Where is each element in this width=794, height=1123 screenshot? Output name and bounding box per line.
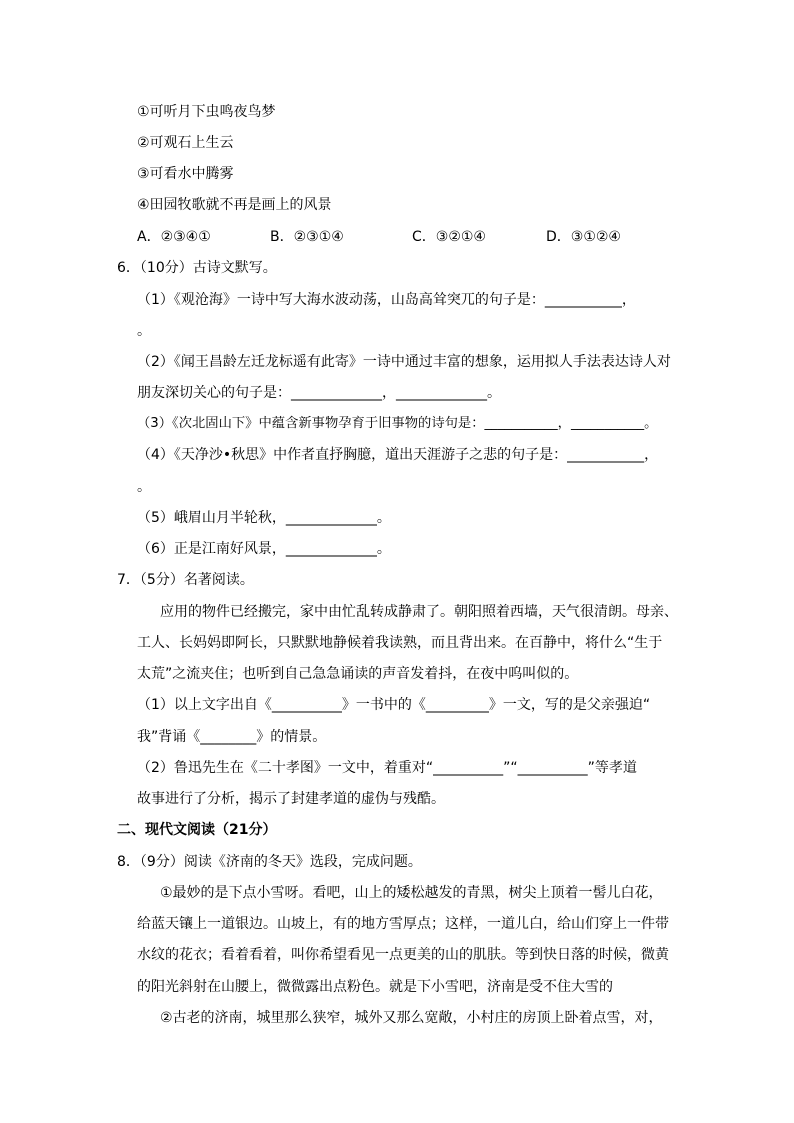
q6-line-3: （3）《次北固山下》中蕴含新事物孕育于旧事物的诗句是：___________，___________。 bbox=[137, 416, 658, 431]
q7-sub2-a: （2）鲁迅先生在《二十孝图》一文中，着重对“__________”“__________”等孝道 bbox=[137, 760, 637, 776]
q8-para2-line1: ②古老的济南，城里那么狭窄，城外又那么宽敞，小村庄的房顶上卧着点雪，对， bbox=[160, 1010, 663, 1026]
q6-line-4: （4）《天净沙•秋思》中作者直抒胸臆，道出天涯游子之悲的句子是：___________， bbox=[137, 447, 659, 463]
q6-line-5: （5）峨眉山月半轮秋，_____________。 bbox=[137, 510, 391, 526]
q8-para1-line1: ①最妙的是下点小雪呀。看吧，山上的矮松越发的青黑，树尖上顶着一髻儿白花， bbox=[160, 885, 663, 901]
q6-line-1: （1）《观沧海》一诗中写大海水波动荡，山岛高耸突兀的句子是：___________， bbox=[137, 292, 636, 308]
choice-item-3: ③可看水中腾雾 bbox=[137, 166, 234, 182]
q7-sub2-b: 故事进行了分析，揭示了封建孝道的虚伪与残酷。 bbox=[137, 791, 445, 807]
choice-item-1: ①可听月下虫鸣夜鸟梦 bbox=[137, 104, 276, 120]
option-b: B．②③①④ bbox=[270, 229, 344, 245]
option-a: A．②③④① bbox=[137, 229, 211, 245]
q6-line-4b: 。 bbox=[137, 479, 151, 495]
q8-para1-line2: 给蓝天镶上一道银边。山坡上，有的地方雪厚点；这样，一道儿白，给山们穿上一件带 bbox=[137, 916, 669, 932]
option-d: D．③①②④ bbox=[546, 229, 621, 245]
choice-item-2: ②可观石上生云 bbox=[137, 135, 234, 151]
q6-line-6: （6）正是江南好风景，_____________。 bbox=[137, 541, 391, 557]
q6-line-2: （2）《闻王昌龄左迁龙标遥有此寄》一诗中通过丰富的想象，运用拟人手法表达诗人对 bbox=[137, 354, 671, 370]
q6-line-2b: 朋友深切关心的句子是：_____________，_____________。 bbox=[137, 385, 501, 401]
q7-passage-3: 太荒”之流夹住；也听到自己急急诵读的声音发着抖，在夜中呜叫似的。 bbox=[137, 666, 579, 682]
q7-passage-2: 工人、长妈妈即阿长，只默默地静候着我读熟，而且背出来。在百静中，将什么“生于 bbox=[137, 635, 663, 651]
q7-sub1-b: 我”背诵《________》的情景。 bbox=[137, 729, 327, 745]
q8-para1-line3: 水纹的花衣；看着看着，叫你希望看见一点更美的山的肌肤。等到快日落的时候，微黄 bbox=[137, 947, 669, 963]
section-2-heading: 二、现代文阅读（21分） bbox=[117, 822, 277, 838]
q8-heading: 8．（9分）阅读《济南的冬天》选段，完成问题。 bbox=[117, 854, 422, 870]
q7-passage-1: 应用的物件已经搬完，家中由忙乱转成静肃了。朝阳照着西墙，天气很清朗。母亲、 bbox=[160, 604, 678, 620]
choice-item-4: ④田园牧歌就不再是画上的风景 bbox=[137, 197, 332, 213]
option-c: C．③②①④ bbox=[412, 229, 486, 245]
q6-line-1b: 。 bbox=[137, 323, 151, 339]
q8-para1-line4: 的阳光斜射在山腰上，微微露出点粉色。就是下小雪吧，济南是受不住大雪的 bbox=[137, 979, 613, 995]
q6-heading: 6．（10分）古诗文默写。 bbox=[117, 260, 277, 276]
q7-heading: 7．（5分）名著阅读。 bbox=[117, 572, 254, 588]
q7-sub1-a: （1）以上文字出自《__________》一书中的《_________》一文，写的是父亲强迫“ bbox=[137, 697, 651, 713]
